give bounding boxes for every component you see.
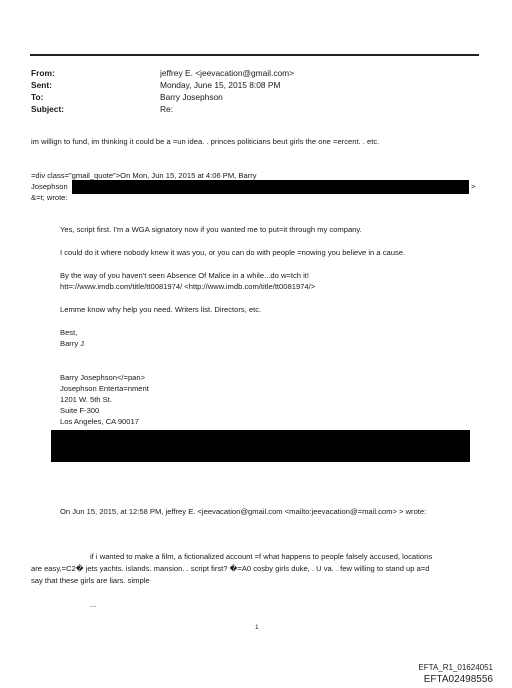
quote-paragraph-2: I could do it where nobody knew it was you, or you can do with people =nowing you believe in a cause.: [60, 248, 406, 257]
signature-line: Barry Josephson</=pan>: [60, 373, 146, 382]
redaction-bar-email: [72, 180, 469, 194]
prior-message-line-2: are easy,=C2� jets yachts. islands. mansion. . script first? �=A0 cosby girls duke, . U va. . few willing to stand up a=d: [31, 564, 430, 573]
quote-paragraph-4: Lemme know why help you need. Writers list. Directors, etc.: [60, 305, 262, 314]
signature-line: Los Angeles, CA 90017: [60, 417, 139, 426]
prior-message-header: On Jun 15, 2015, at 12:58 PM, jeffrey E. <jeevacation@gmail.com <mailto:jeevacation@=mail.com> > wrote:: [60, 507, 427, 516]
footer-id-2: EFTA02498556: [423, 674, 493, 685]
subject-value: Re:: [160, 104, 174, 114]
footer-id-1: EFTA_R1_01624051: [418, 663, 493, 672]
quote-paragraph-3-line-1: By the way of you haven't seen Absence Of Malice in a while...do w=tch it!: [60, 271, 310, 280]
sent-value: Monday, June 15, 2015 8:08 PM: [160, 80, 281, 90]
signature-line: Suite F-300: [60, 406, 100, 415]
to-label: To:: [31, 92, 44, 102]
prior-message-line-1: if i wanted to make a film, a fictionalized account =f what happens to people falsely accused, locations: [90, 552, 433, 561]
ellipsis: ...: [90, 600, 97, 609]
subject-label: Subject:: [31, 104, 65, 114]
sent-label: Sent:: [31, 80, 52, 90]
quote-line-2: Josephson: [31, 182, 68, 191]
from-value: jeffrey E. <jeevacation@gmail.com>: [160, 68, 295, 78]
quote-line-2-tail: >: [471, 182, 476, 191]
quote-paragraph-1: Yes, script first. I'm a WGA signatory now if you wanted me to put=it through my company.: [60, 225, 362, 234]
prior-message-line-3: say that these girls are liars. simple: [31, 576, 150, 585]
quote-paragraph-3-line-2: htt=://www.imdb.com/title/tt0081974/ <http://www.imdb.com/title/tt0081974/>: [60, 282, 316, 291]
redaction-bar-signature: [51, 430, 470, 462]
header-rule: [30, 54, 479, 56]
page-number: 1: [255, 624, 259, 631]
quote-line-1: =div class="gmail_quote">On Mon, Jun 15, 2015 at 4:06 PM, Barry: [31, 171, 257, 180]
from-label: From:: [31, 68, 55, 78]
signature-line: 1201 W. 5th St.: [60, 395, 112, 404]
reply-line: im willign to fund, im thinking it could be a =un idea. . princes politicians beut girls the one =ercent. . etc.: [31, 137, 380, 146]
to-value: Barry Josephson: [160, 92, 223, 102]
closing-name: Barry J: [60, 339, 85, 348]
signature-line: Josephson Enterta=nment: [60, 384, 149, 393]
closing: Best,: [60, 328, 78, 337]
quote-line-3: &=t; wrote:: [31, 193, 68, 202]
